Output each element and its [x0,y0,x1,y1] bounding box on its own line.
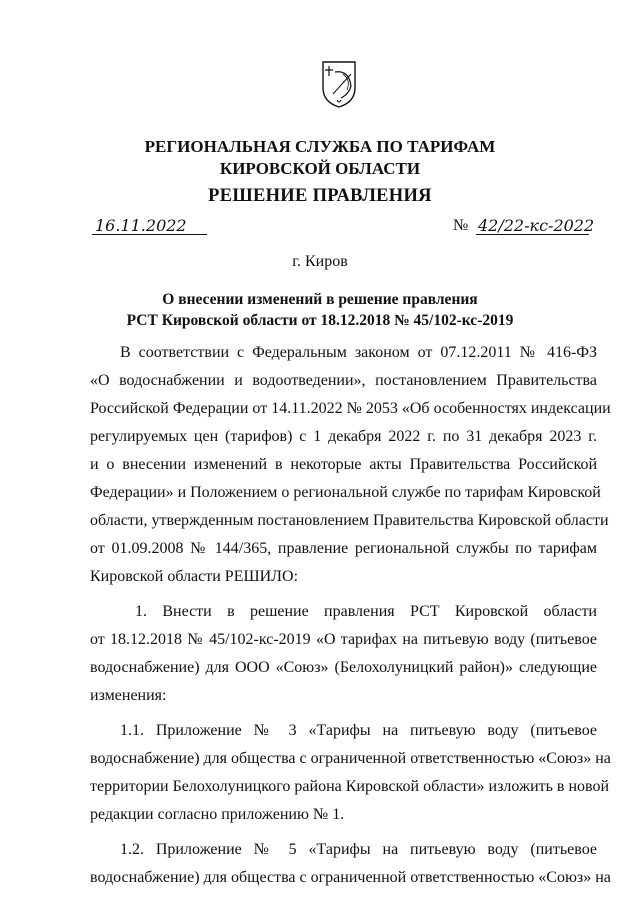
body-line: водоснабжение) для общества с ограниченной ответственностью «Союз» на [90,750,611,767]
body-line: «О водоснабжении и водоотведении», постановлением Правительства [90,372,597,389]
org-name-line1: РЕГИОНАЛЬНАЯ СЛУЖБА ПО ТАРИФАМ [144,137,496,156]
body-line: от 01.09.2008 № 144/365, правление региональной службы по тарифам [90,540,597,557]
body-line: изменения: [90,687,167,704]
coat-of-arms-icon [321,60,357,108]
subject-line1: О внесении изменений в решение правления [162,291,478,308]
body-line: Кировской области РЕШИЛО: [90,568,299,585]
number-label: № [453,217,469,234]
document-type: РЕШЕНИЕ ПРАВЛЕНИЯ [208,186,432,206]
subject-line2: РСТ Кировской области от 18.12.2018 № 45/102-кс-2019 [126,312,514,329]
number-underline [476,234,589,235]
body-line: В соответствии с Федеральным законом от 07.12.2011 № 416-ФЗ [120,344,597,361]
body-line: регулируемых цен (тарифов) с 1 декабря 2022 г. по 31 декабря 2023 г. [90,428,597,445]
document-number: 42/22-кс-2022 [478,216,595,235]
body-line: водоснабжение) для общества с ограниченной ответственностью «Союз» на [90,869,611,886]
body-line: и о внесении изменений в некоторые акты Правительства Российской [90,456,597,473]
body-line: редакции согласно приложению № 1. [90,806,345,823]
body-line: Федерации» и Положением о региональной службе по тарифам Кировской [90,484,601,501]
body-line: 1. Внести в решение правления РСТ Кировской области [135,603,597,620]
body-line: Российской Федерации от 14.11.2022 № 2053 «Об особенностях индексации [90,400,611,417]
body-line: водоснабжение) для ООО «Союз» (Белохолуницкий район)» следующие [90,659,597,676]
date-underline [92,234,207,235]
body-line: от 18.12.2018 № 45/102-кс-2019 «О тарифах на питьевую воду (питьевое [90,631,597,648]
document-date: 16.11.2022 [95,216,187,235]
body-line: 1.2. Приложение № 5 «Тарифы на питьевую воду (питьевое [120,841,597,858]
org-name-line2: КИРОВСКОЙ ОБЛАСТИ [219,159,421,178]
city: г. Киров [292,253,348,270]
body-line: территории Белохолуницкого района Кировской области» изложить в новой [90,778,610,795]
body-line: 1.1. Приложение № 3 «Тарифы на питьевую воду (питьевое [120,722,597,739]
body-line: области, утвержденным постановлением Правительства Кировской области [90,512,609,529]
